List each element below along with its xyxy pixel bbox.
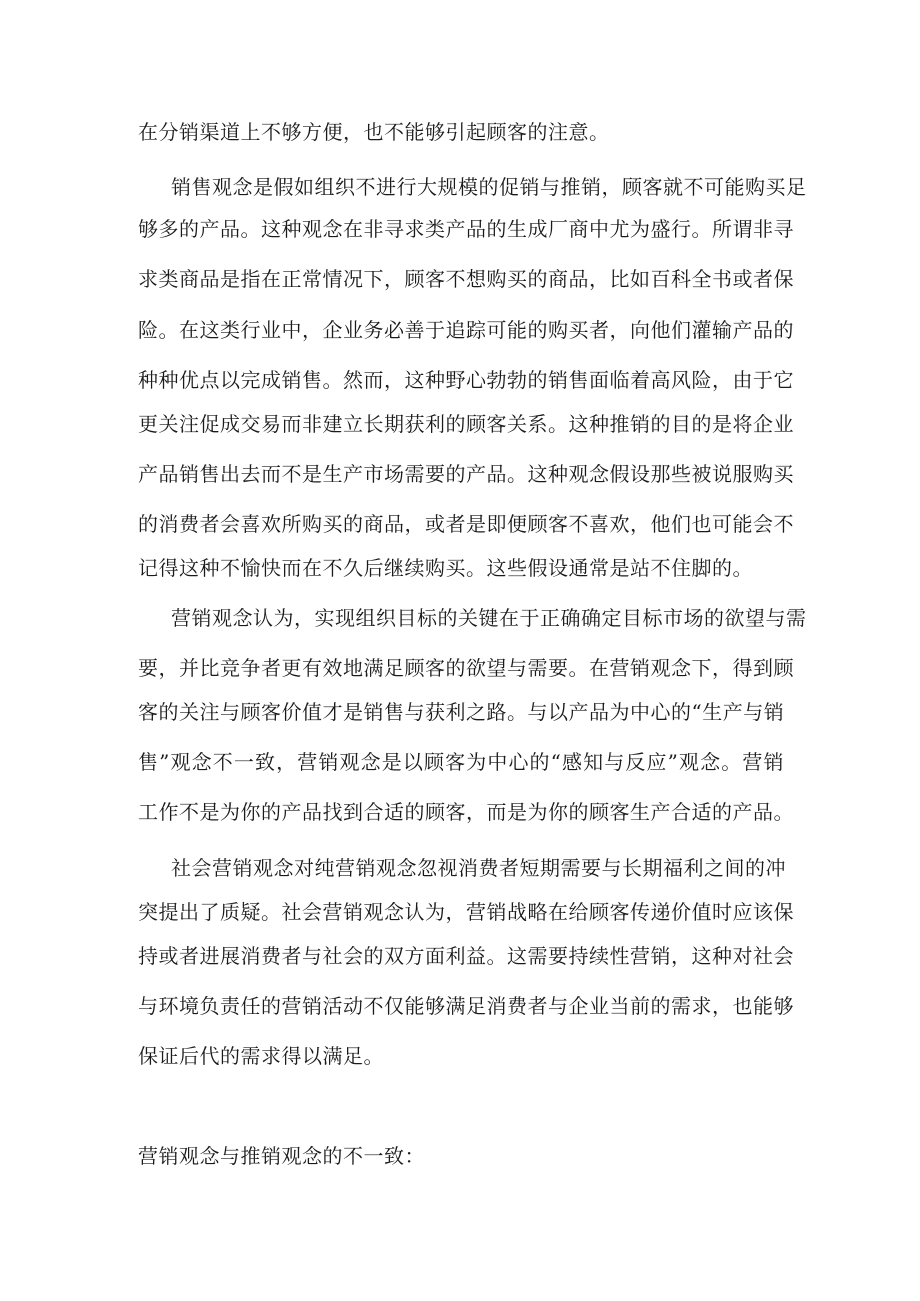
paragraph-line: 在分销渠道上不够方便，也不能够引起顾客的注意。 bbox=[138, 120, 610, 144]
paragraph-line: 的消费者会喜欢所购买的商品，或者是即便顾客不喜欢，他们也可能会不 bbox=[138, 512, 794, 536]
paragraph-line: 客的关注与顾客价值才是销售与获利之路。与以产品为中心的“生产与销 bbox=[138, 700, 785, 724]
paragraph-line: 求类商品是指在正常情况下，顾客不想购买的商品，比如百科全书或者保 bbox=[138, 267, 794, 291]
paragraph-line: 售”观念不一致，营销观念是以顾客为中心的“感知与反应”观念。营销 bbox=[138, 750, 784, 774]
paragraph-line: 销售观念是假如组织不进行大规模的促销与推销，顾客就不可能购买足 bbox=[171, 175, 807, 199]
paragraph-line: 产品销售出去而不是生产市场需要的产品。这种观念假设那些被说服购买 bbox=[138, 462, 794, 486]
paragraph-line: 种种优点以完成销售。然而，这种野心勃勃的销售面临着高风险，由于它 bbox=[138, 368, 794, 392]
paragraph-line: 够多的产品。这种观念在非寻求类产品的生成厂商中尤为盛行。所谓非寻 bbox=[138, 217, 794, 241]
paragraph-line: 险。在这类行业中，企业务必善于追踪可能的购买者，向他们灌输产品的 bbox=[138, 318, 794, 342]
paragraph-line: 与环境负责任的营销活动不仅能够满足消费者与企业当前的需求，也能够 bbox=[138, 994, 794, 1018]
section-heading: 营销观念与推销观念的不一致： bbox=[138, 1144, 425, 1168]
paragraph-line: 工作不是为你的产品找到合适的顾客，而是为你的顾客生产合适的产品。 bbox=[138, 800, 794, 824]
paragraph-line: 保证后代的需求得以满足。 bbox=[138, 1044, 384, 1068]
paragraph-line: 社会营销观念对纯营销观念忽视消费者短期需要与长期福利之间的冲 bbox=[171, 856, 786, 880]
paragraph-line: 记得这种不愉快而在不久后继续购买。这些假设通常是站不住脚的。 bbox=[138, 556, 753, 580]
paragraph-line: 要，并比竞争者更有效地满足顾客的欲望与需要。在营销观念下，得到顾 bbox=[138, 656, 794, 680]
paragraph-line: 持或者进展消费者与社会的双方面利益。这需要持续性营销，这种对社会 bbox=[138, 944, 794, 968]
paragraph-line: 突提出了质疑。社会营销观念认为，营销战略在给顾客传递价值时应该保 bbox=[138, 900, 794, 924]
paragraph-line: 更关注促成交易而非建立长期获利的顾客关系。这种推销的目的是将企业 bbox=[138, 412, 794, 436]
paragraph-line: 营销观念认为，实现组织目标的关键在于正确确定目标市场的欲望与需 bbox=[171, 606, 807, 630]
